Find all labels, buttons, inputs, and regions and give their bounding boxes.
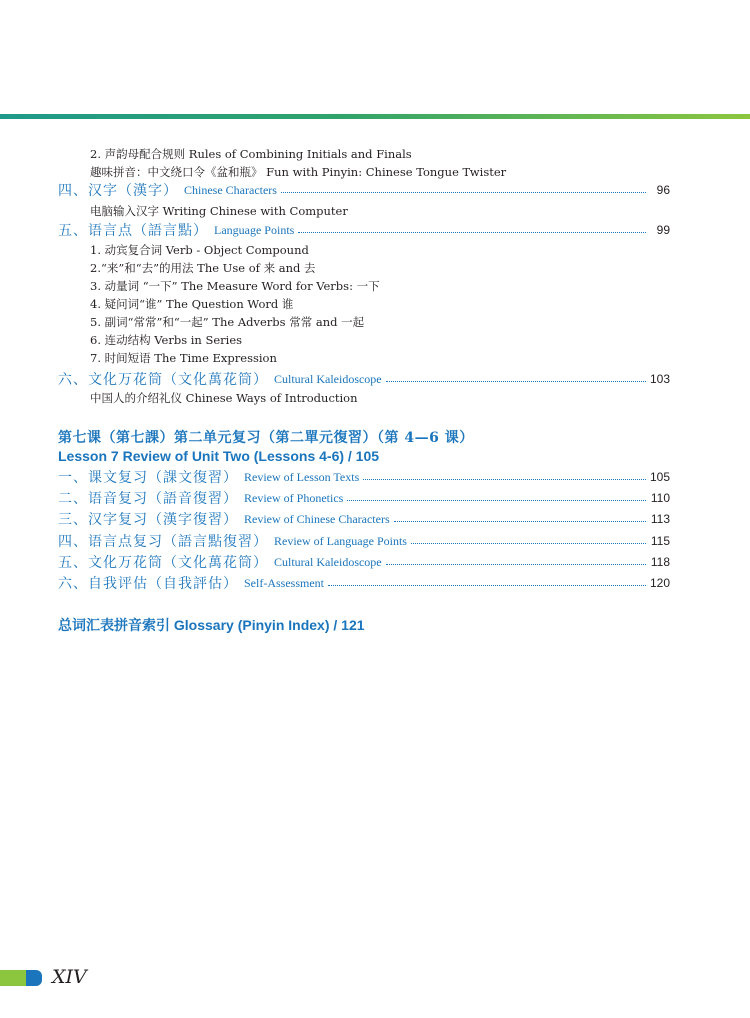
section-title-en: Chinese Characters bbox=[184, 182, 277, 197]
section-title-en: Review of Phonetics bbox=[244, 490, 344, 505]
leader-dots bbox=[298, 232, 646, 233]
top-divider-rule bbox=[0, 114, 750, 119]
page-number: 118 bbox=[650, 555, 670, 569]
toc-section-entry[interactable] bbox=[58, 573, 670, 593]
folio-blue-tab bbox=[26, 970, 42, 986]
toc-sub-entry: 电脑输入汉字 Writing Chinese with Computer bbox=[90, 204, 348, 218]
toc-sub-entry: 趣味拼音：中文绕口令《盆和瓶》 Fun with Pinyin: Chinese Tongue Twister bbox=[90, 165, 507, 179]
lesson-title-en[interactable]: Lesson 7 Review of Unit Two (Lessons 4-6) / 105 bbox=[58, 448, 380, 464]
toc-section-entry[interactable] bbox=[58, 488, 670, 508]
toc-section-entry[interactable] bbox=[58, 552, 670, 572]
toc-section-entry[interactable] bbox=[58, 220, 670, 240]
toc-section-entry[interactable] bbox=[58, 369, 670, 389]
section-title-en: Review of Lesson Texts bbox=[244, 469, 360, 484]
toc-sub-entry: 7. 时间短语 The Time Expression bbox=[90, 351, 277, 365]
section-title-en: Language Points bbox=[214, 222, 295, 237]
page-folio: XIV bbox=[52, 966, 87, 988]
leader-dots bbox=[363, 479, 646, 480]
leader-dots bbox=[411, 543, 646, 544]
page-number: 105 bbox=[649, 470, 670, 484]
section-title-en: Review of Language Points bbox=[274, 533, 407, 548]
section-title-zh: 一、课文复习（課文復習） bbox=[58, 470, 238, 486]
page-number: 115 bbox=[650, 534, 670, 548]
section-title-en: Self-Assessment bbox=[244, 575, 324, 590]
section-title-en: Cultural Kaleidoscope bbox=[274, 371, 382, 386]
page-number: 99 bbox=[656, 223, 670, 237]
leader-dots bbox=[328, 585, 646, 586]
glossary-entry[interactable]: 总词汇表拼音索引 Glossary (Pinyin Index) / 121 bbox=[58, 617, 365, 633]
toc-sub-entry: 6. 连动结构 Verbs in Series bbox=[90, 333, 243, 347]
section-title-zh: 二、语音复习（語音復習） bbox=[58, 491, 238, 507]
section-title-en: Review of Chinese Characters bbox=[244, 511, 390, 526]
page-number: 113 bbox=[650, 512, 670, 526]
section-title-zh: 五、语言点（語言點） bbox=[58, 223, 208, 239]
toc-sub-entry: 5. 副词“常常”和“一起” The Adverbs 常常 and 一起 bbox=[90, 315, 365, 329]
toc-section-entry[interactable] bbox=[58, 531, 670, 551]
leader-dots bbox=[386, 381, 646, 382]
leader-dots bbox=[347, 500, 646, 501]
section-title-en: Cultural Kaleidoscope bbox=[274, 554, 382, 569]
toc-sub-entry: 3. 动量词 “一下” The Measure Word for Verbs: 一下 bbox=[90, 279, 380, 293]
section-title-zh: 六、文化万花筒（文化萬花筒） bbox=[58, 372, 268, 388]
section-title-zh: 四、汉字（漢字） bbox=[58, 183, 178, 199]
leader-dots bbox=[386, 564, 646, 565]
toc-section-entry[interactable] bbox=[58, 467, 670, 487]
toc-section-entry[interactable] bbox=[58, 509, 670, 529]
toc-sub-entry: 中国人的介绍礼仪 Chinese Ways of Introduction bbox=[90, 391, 358, 405]
toc-sub-entry: 2.“来”和“去”的用法 The Use of 来 and 去 bbox=[90, 261, 316, 275]
page-number: 103 bbox=[649, 372, 670, 386]
lesson-title-zh[interactable]: 第七课（第七課）第二单元复习（第二單元復習）（第 4—6 课） bbox=[58, 430, 474, 446]
section-title-zh: 四、语言点复习（語言點復習） bbox=[58, 534, 268, 550]
section-title-zh: 三、汉字复习（漢字復習） bbox=[58, 512, 238, 528]
toc-sub-entry: 1. 动宾复合词 Verb - Object Compound bbox=[90, 243, 309, 257]
page-number: 120 bbox=[649, 576, 670, 590]
page-number: 110 bbox=[650, 491, 670, 505]
toc-sub-entry: 2. 声韵母配合规则 Rules of Combining Initials and Finals bbox=[90, 147, 412, 161]
toc-section-entry[interactable] bbox=[58, 180, 670, 200]
section-title-zh: 五、文化万花筒（文化萬花筒） bbox=[58, 555, 268, 571]
leader-dots bbox=[394, 521, 646, 522]
section-title-zh: 六、自我评估（自我評估） bbox=[58, 576, 238, 592]
leader-dots bbox=[281, 192, 646, 193]
folio-green-bar bbox=[0, 970, 26, 986]
toc-sub-entry: 4. 疑问词“谁” The Question Word 谁 bbox=[90, 297, 294, 311]
page-number: 96 bbox=[656, 183, 670, 197]
